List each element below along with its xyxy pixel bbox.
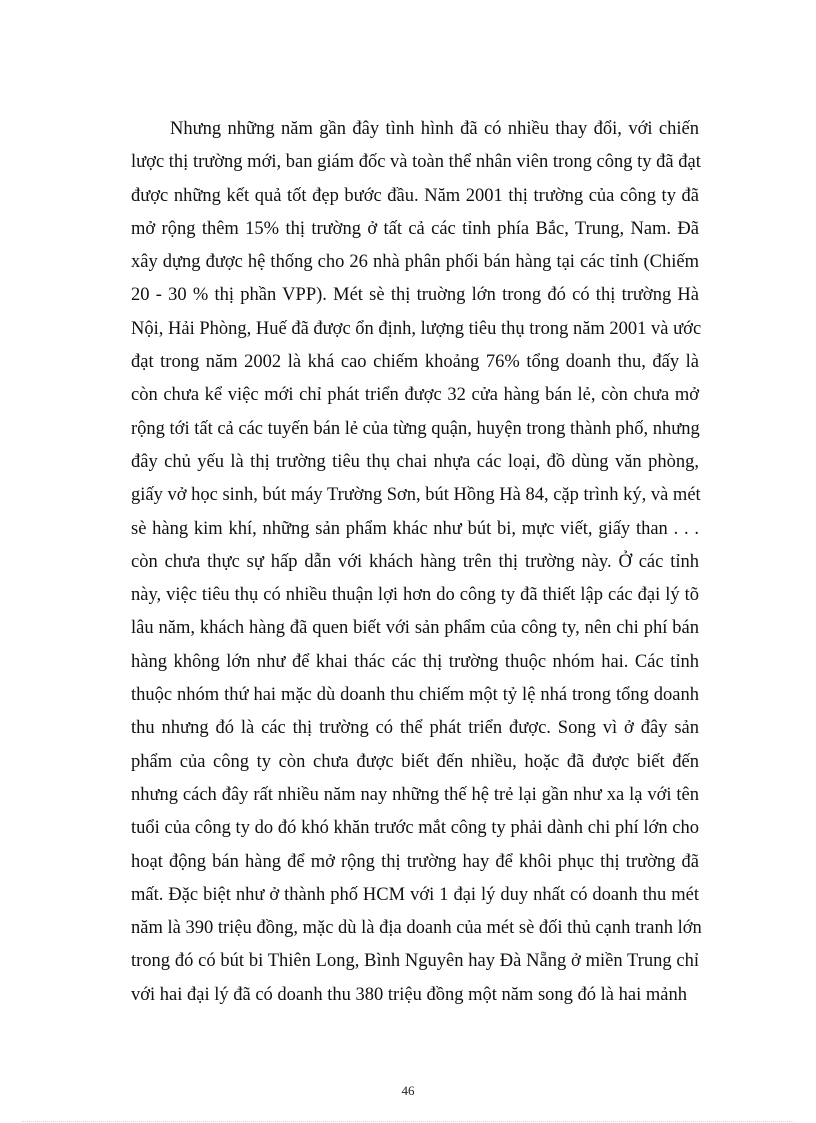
text-line: năm là 390 triệu đồng, mặc dù là địa doanh của mét sè đối thủ cạnh tranh lớn <box>131 918 702 939</box>
text-line: xây dựng được hệ thống cho 26 nhà phân phối bán hàng tại các tỉnh (Chiếm <box>131 252 699 273</box>
text-line: phẩm của công ty còn chưa được biết đến nhiều, hoặc đã được biết đến <box>131 751 699 772</box>
text-line: còn chưa thực sự hấp dẫn với khách hàng trên thị trường này. Ở các tỉnh <box>131 551 699 572</box>
body-paragraph <box>131 113 702 1012</box>
page-bottom-divider <box>22 1121 794 1122</box>
text-line: Nhưng những năm gần đây tình hình đã có nhiều thay đổi, với chiến <box>170 119 699 139</box>
text-line: này, việc tiêu thụ có nhiều thuận lợi hơn do công ty đã thiết lập các đại lý tõ <box>131 585 699 606</box>
text-line: đây chủ yếu là thị trường tiêu thụ chai nhựa các loại, đồ dùng văn phòng, <box>131 451 699 472</box>
text-line: hoạt động bán hàng để mở rộng thị trường hay để khôi phục thị trường đã <box>131 851 699 872</box>
text-line: với hai đại lý đã có doanh thu 380 triệu đồng một năm song đó là hai mảnh <box>131 984 687 1005</box>
text-line: đạt trong năm 2002 là khá cao chiếm khoảng 76% tổng doanh thu, đấy là <box>131 352 699 373</box>
text-line: giấy vở học sinh, bút máy Trường Sơn, bút Hồng Hà 84, cặp trình ký, và mét <box>131 485 701 506</box>
text-line: trong đó có bút bi Thiên Long, Bình Nguyên hay Đà Nẵng ở miền Trung chỉ <box>131 951 699 972</box>
text-line: còn chưa kể việc mới chỉ phát triển được 32 cửa hàng bán lẻ, còn chưa mở <box>131 385 699 406</box>
text-line: hàng không lớn như để khai thác các thị trường thuộc nhóm hai. Các tỉnh <box>131 651 699 672</box>
text-line: Nội, Hải Phòng, Huế đã được ổn định, lượng tiêu thụ trong năm 2001 và ước <box>131 318 702 339</box>
text-line: được những kết quả tốt đẹp bước đầu. Năm 2001 thị trường của công ty đã <box>131 185 699 206</box>
text-line: mở rộng thêm 15% thị trường ở tất cả các tỉnh phía Bắc, Trung, Nam. Đã <box>131 218 699 239</box>
text-line: lược thị trường mới, ban giám đốc và toàn thể nhân viên trong công ty đã đạt <box>131 152 701 173</box>
text-line: rộng tới tất cả các tuyến bán lẻ của từng quận, huyện trong thành phố, nhưng <box>131 418 700 439</box>
text-line: tuổi của công ty do đó khó khăn trước mắt công ty phải dành chi phí lớn cho <box>131 818 699 839</box>
text-line: mất. Đặc biệt như ở thành phố HCM với 1 đại lý duy nhất có doanh thu mét <box>131 884 699 905</box>
text-line: 20 - 30 % thị phần VPP). Mét sè thị truờng lớn trong đó có thị trường Hà <box>131 285 699 306</box>
text-line: nhưng cách đây rất nhiều năm nay những thế hệ trẻ lại gần như xa lạ với tên <box>131 784 699 805</box>
text-line: sè hàng kim khí, những sản phẩm khác như bút bi, mực viết, giấy than . . . <box>131 518 699 539</box>
text-line: thuộc nhóm thứ hai mặc dù doanh thu chiếm một tỷ lệ nhá trong tổng doanh <box>131 685 699 706</box>
text-line: thu nhưng đó là các thị trường có thể phát triển được. Song vì ở đây sản <box>131 718 699 739</box>
page-number: 46 <box>401 1083 415 1098</box>
text-line: lâu năm, khách hàng đã quen biết với sản phẩm của công ty, nên chi phí bán <box>131 618 699 639</box>
